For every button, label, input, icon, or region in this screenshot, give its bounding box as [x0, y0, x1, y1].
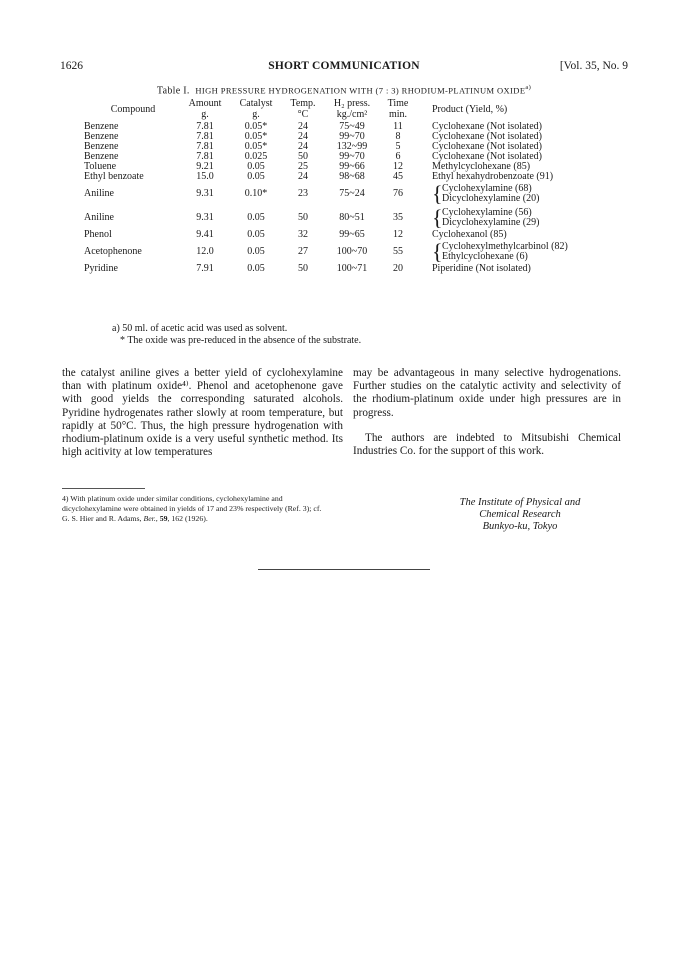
column-header	[182, 98, 228, 122]
compound-cell: Aniline	[84, 188, 114, 199]
compound-cell: Benzene	[84, 151, 119, 162]
column-header	[228, 98, 284, 122]
journal-section: SHORT COMMUNICATION	[268, 60, 420, 72]
compound-cell: Aniline	[84, 212, 114, 223]
column-header	[284, 98, 322, 122]
time-cell: 55	[393, 246, 403, 257]
footnote-journal: Ber.	[143, 514, 156, 523]
pressure-cell: 75~49	[339, 121, 365, 132]
table-row	[84, 240, 614, 264]
column-header	[84, 98, 182, 122]
table-body	[84, 122, 614, 274]
running-header	[60, 60, 628, 76]
time-cell: 12	[393, 161, 403, 172]
product-cell: Cyclohexane (Not isolated)	[432, 121, 542, 132]
amount-cell: 12.0	[196, 246, 214, 257]
time-cell: 8	[395, 131, 401, 142]
compound-cell: Phenol	[84, 229, 112, 240]
time-cell: 11	[393, 121, 403, 132]
affiliation-line: Chemical Research	[479, 509, 561, 520]
page-number: 1626	[60, 60, 83, 72]
amount-cell: 9.31	[196, 188, 214, 199]
temp-cell: 50	[298, 212, 308, 223]
column-header	[322, 98, 382, 122]
table-row	[84, 264, 614, 274]
table-note-a: a) 50 ml. of acetic acid was used as solvent.	[112, 323, 288, 334]
temp-cell: 50	[298, 151, 308, 162]
time-cell: 5	[395, 141, 401, 152]
column-header-line: Time	[387, 98, 409, 109]
column-header-unit: °C	[297, 109, 309, 120]
temp-cell: 24	[298, 121, 308, 132]
body-left-column	[62, 367, 343, 459]
catalyst-cell: 0.05	[247, 161, 265, 172]
brace-glyph: {	[432, 180, 443, 206]
footnote-text: 4) With platinum oxide under similar conditions, cyclohexylamine and dicyclohexylamine were obtained in yields of 17 and 23% respectively (Ref. 3); cf. G. S. Hier and R. Adams,	[62, 494, 322, 523]
product-cell: Methylcyclohexane (85)	[432, 161, 531, 172]
pressure-cell: 100~70	[336, 246, 368, 257]
acknowledgement: The authors are indebted to Mitsubishi Chemical Industries Co. for the support of this work.	[353, 431, 621, 458]
amount-cell: 9.41	[196, 229, 214, 240]
catalyst-cell: 0.05	[247, 246, 265, 257]
body-paragraph: may be advantageous in many selective hydrogenations. Further studies on the catalytic activity and selectivity of the rhodium-platinum oxide under high pressures are in progress.	[353, 367, 621, 419]
footnote-rule	[62, 488, 145, 489]
body-right-column	[353, 367, 621, 470]
product-line: Cyclohexylamine (68)	[442, 182, 532, 194]
table-row	[84, 230, 614, 240]
catalyst-cell: 0.05	[247, 229, 265, 240]
table-row	[84, 182, 614, 206]
catalyst-cell: 0.05*	[244, 131, 268, 142]
amount-cell: 7.81	[196, 141, 214, 152]
catalyst-cell: 0.10*	[244, 188, 268, 199]
product-cell	[414, 182, 614, 206]
pressure-cell: 75~24	[339, 188, 365, 199]
column-header-line: H₂ press.	[333, 98, 371, 109]
column-header-unit: g.	[201, 109, 209, 120]
pressure-cell: 80~51	[339, 212, 365, 223]
results-table	[84, 98, 614, 274]
brace-glyph: {	[432, 204, 443, 230]
table-note-star: * The oxide was pre-reduced in the absence of the substrate.	[120, 335, 362, 346]
affiliation	[420, 497, 620, 533]
pressure-cell: 100~71	[336, 263, 368, 274]
affiliation-line: The Institute of Physical and	[459, 497, 581, 508]
product-line: Dicyclohexylamine (29)	[442, 217, 540, 228]
product-cell	[414, 240, 614, 264]
product-cell: Cyclohexane (Not isolated)	[432, 131, 542, 142]
table-caption-footnote-mark: a)	[525, 84, 532, 91]
amount-cell: 9.31	[196, 212, 214, 223]
pressure-cell: 99~70	[339, 151, 365, 162]
time-cell: 76	[393, 188, 403, 199]
body-paragraph: the catalyst aniline gives a better yield of cyclohexylamine than with platinum oxide⁴⁾. Phenol and acetophenone gave with good yields the corresponding saturated alcohols. Pyridine hydrogenates rather slowly at room temperature, but rapidly at 50°C. Thus, the high pressure hydrogenation with rhodium-platinum oxide is a very useful synthetic method. Its high acitivity at low temperatures	[62, 367, 343, 459]
amount-cell: 7.91	[196, 263, 214, 274]
column-header	[382, 98, 414, 122]
catalyst-cell: 0.05	[247, 212, 265, 223]
column-header-line: Compound	[110, 103, 156, 115]
compound-cell: Pyridine	[84, 263, 118, 274]
compound-cell: Benzene	[84, 131, 119, 142]
catalyst-cell: 0.05*	[244, 141, 268, 152]
product-line: Ethylcyclohexane (6)	[442, 251, 528, 262]
product-cell	[414, 206, 614, 230]
amount-cell: 9.21	[196, 161, 214, 172]
footnote-pages: , 162 (1926).	[167, 514, 208, 523]
temp-cell: 50	[298, 263, 308, 274]
table-caption	[60, 84, 628, 96]
footnote: 4) With platinum oxide under similar conditions, cyclohexylamine and dicyclohexylamine were obtained in yields of 17 and 23% respectively (Ref. 3); cf. G. S. Hier and R. Adams, Ber., 59, 162 (1926).	[62, 494, 322, 523]
amount-cell: 7.81	[196, 131, 214, 142]
time-cell: 12	[393, 229, 403, 240]
temp-cell: 23	[298, 188, 308, 199]
compound-cell: Acetophenone	[84, 246, 142, 257]
product-cell: Cyclohexane (Not isolated)	[432, 151, 542, 162]
temp-cell: 24	[298, 141, 308, 152]
catalyst-cell: 0.05*	[244, 121, 268, 132]
product-cell: Cyclohexanol (85)	[432, 229, 507, 240]
column-header-unit: min.	[388, 109, 408, 120]
time-cell: 45	[393, 171, 403, 182]
table-header-row	[84, 98, 614, 122]
column-header	[414, 98, 614, 122]
product-line: Cyclohexylmethylcarbinol (82)	[442, 240, 568, 252]
compound-cell: Ethyl benzoate	[84, 171, 144, 182]
compound-cell: Benzene	[84, 141, 119, 152]
product-cell: Piperidine (Not isolated)	[432, 263, 531, 274]
amount-cell: 7.81	[196, 121, 214, 132]
column-header-unit: g.	[252, 109, 260, 120]
temp-cell: 27	[298, 246, 308, 257]
column-header-line: Catalyst	[239, 98, 273, 109]
catalyst-cell: 0.05	[247, 171, 265, 182]
time-cell: 35	[393, 212, 403, 223]
temp-cell: 32	[298, 229, 308, 240]
pressure-cell: 98~68	[339, 171, 365, 182]
table-row	[84, 206, 614, 230]
column-header-line: Amount	[188, 98, 222, 109]
column-header-line: Product (Yield, %)	[432, 103, 508, 115]
amount-cell: 7.81	[196, 151, 214, 162]
brace-glyph: {	[432, 238, 443, 264]
column-header-line: Temp.	[290, 98, 316, 109]
time-cell: 6	[395, 151, 401, 162]
table-caption-label: Table I.	[156, 85, 190, 97]
product-line: Cyclohexylamine (56)	[442, 206, 532, 218]
affiliation-line: Bunkyo-ku, Tokyo	[482, 521, 558, 532]
pressure-cell: 99~65	[339, 229, 365, 240]
temp-cell: 24	[298, 171, 308, 182]
temp-cell: 25	[298, 161, 308, 172]
pressure-cell: 132~99	[336, 141, 368, 152]
temp-cell: 24	[298, 131, 308, 142]
table-notes	[112, 323, 361, 347]
footnote-volume: 59	[159, 514, 168, 523]
amount-cell: 15.0	[196, 171, 214, 182]
table-caption-text: HIGH PRESSURE HYDROGENATION WITH (7 : 3) RHODIUM-PLATINUM OXIDE	[195, 85, 526, 96]
time-cell: 20	[393, 263, 403, 274]
catalyst-cell: 0.025	[244, 151, 268, 162]
column-header-unit: kg./cm²	[336, 109, 368, 120]
compound-cell: Toluene	[84, 161, 117, 172]
product-cell: Ethyl hexahydrobenzoate (91)	[432, 171, 554, 182]
pressure-cell: 99~70	[339, 131, 365, 142]
catalyst-cell: 0.05	[247, 263, 265, 274]
product-cell: Cyclohexane (Not isolated)	[432, 141, 542, 152]
product-line: Dicyclohexylamine (20)	[442, 193, 540, 204]
compound-cell: Benzene	[84, 121, 119, 132]
end-rule	[258, 569, 430, 570]
volume-info: [Vol. 35, No. 9	[559, 60, 628, 72]
pressure-cell: 99~66	[339, 161, 365, 172]
table-row	[84, 172, 614, 182]
